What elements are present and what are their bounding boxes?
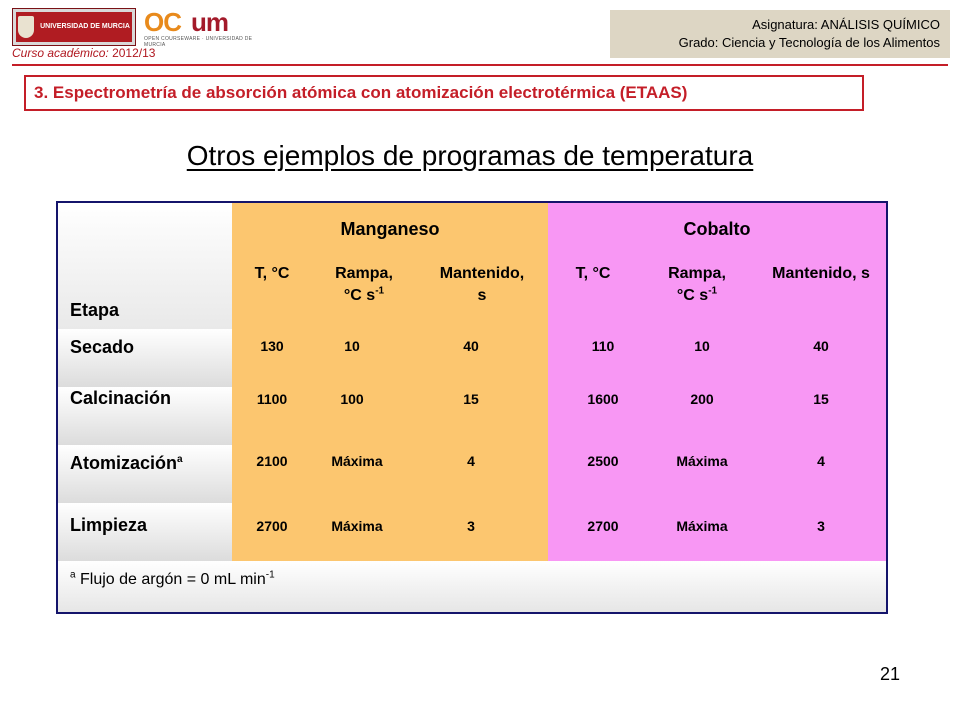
table-cell: 130 [260,338,284,354]
curso-label: Curso académico: [12,46,109,60]
um-logo-text: UNIVERSIDAD DE MURCIA [40,23,130,30]
rampa-unit: °C s [343,287,376,304]
etapa-header-cell [58,203,232,329]
footnote-text: Flujo de argón = 0 mL min [80,571,266,588]
rampa-exp: -1 [375,285,385,297]
table-cell: 110 [591,338,615,354]
table-cell: 100 [340,391,364,407]
asignatura-box [610,10,950,58]
subheader-rampa-mn [312,255,416,329]
row-label-limpieza: Limpieza [70,515,148,535]
table-cell: 4 [817,453,825,469]
header-divider [12,64,948,66]
footnote-mark: a [70,569,76,581]
ocw-logo-oc: OC [144,7,181,37]
table-cell: 2500 [587,453,619,469]
table-cell: 1100 [256,391,288,407]
table-cell: 10 [694,338,710,354]
group-header-cobalto: Cobalto [548,203,886,255]
table-cell: Máxima [676,453,728,469]
rampa-unit: °C s [676,287,709,304]
table-cell: Máxima [331,453,383,469]
table-cell: 1600 [587,391,619,407]
curso-academico [12,46,155,60]
table-cell: 2700 [256,518,288,534]
table-footnote [58,561,886,612]
subheader-mantenido-mn: Mantenido, s [416,255,548,329]
table-cell: 40 [463,338,479,354]
table-cell: Máxima [676,518,728,534]
table-cell: 15 [813,391,829,407]
table-cell: 3 [817,518,825,534]
footnote-mark: a [177,454,183,465]
universidad-murcia-logo [12,8,136,46]
temperature-program-table [56,201,888,614]
row-label-secado: Secado [70,337,135,357]
table-cell: 3 [467,518,475,534]
subheader-rampa-co [638,255,756,329]
table-cell: 40 [813,338,829,354]
table-cell: Máxima [331,518,383,534]
subheader-mantenido-co: Mantenido, s [756,255,886,329]
grado-text: Grado: Ciencia y Tecnología de los Alimentos [678,35,940,50]
curso-value: 2012/13 [112,46,156,60]
subheader-t-mn: T, °C [232,255,312,329]
ocw-logo-tagline: OPEN COURSEWARE · UNIVERSIDAD DE MURCIA [144,36,253,48]
group-header-manganeso: Manganeso [232,203,548,255]
etapa-header: Etapa [70,300,120,320]
ocw-logo [144,7,258,48]
row-label-atomizacion-text: Atomización [70,453,178,473]
footnote-exp: -1 [265,569,275,581]
table-cell: 10 [344,338,360,354]
table-cell: 2100 [256,453,288,469]
table-cell: 4 [467,453,475,469]
rampa-label: Rampa, [335,265,393,282]
table-cell: 2700 [587,518,619,534]
asignatura-text: Asignatura: ANÁLISIS QUÍMICO [752,17,940,32]
crest-icon [18,16,34,38]
page-number: 21 [880,664,901,684]
table-cell: 200 [690,391,714,407]
page-title: Otros ejemplos de programas de temperatura [186,140,754,171]
row-label-atomizacion [70,453,183,474]
section-heading: 3. Espectrometría de absorción atómica con atomización electrotérmica (ETAAS) [24,75,864,111]
table-cell: 15 [463,391,479,407]
subheader-t-co: T, °C [548,255,638,329]
rampa-exp: -1 [708,285,718,297]
row-label-calcinacion: Calcinación [70,388,172,408]
rampa-label: Rampa, [668,265,726,282]
ocw-logo-um: um [191,7,228,37]
